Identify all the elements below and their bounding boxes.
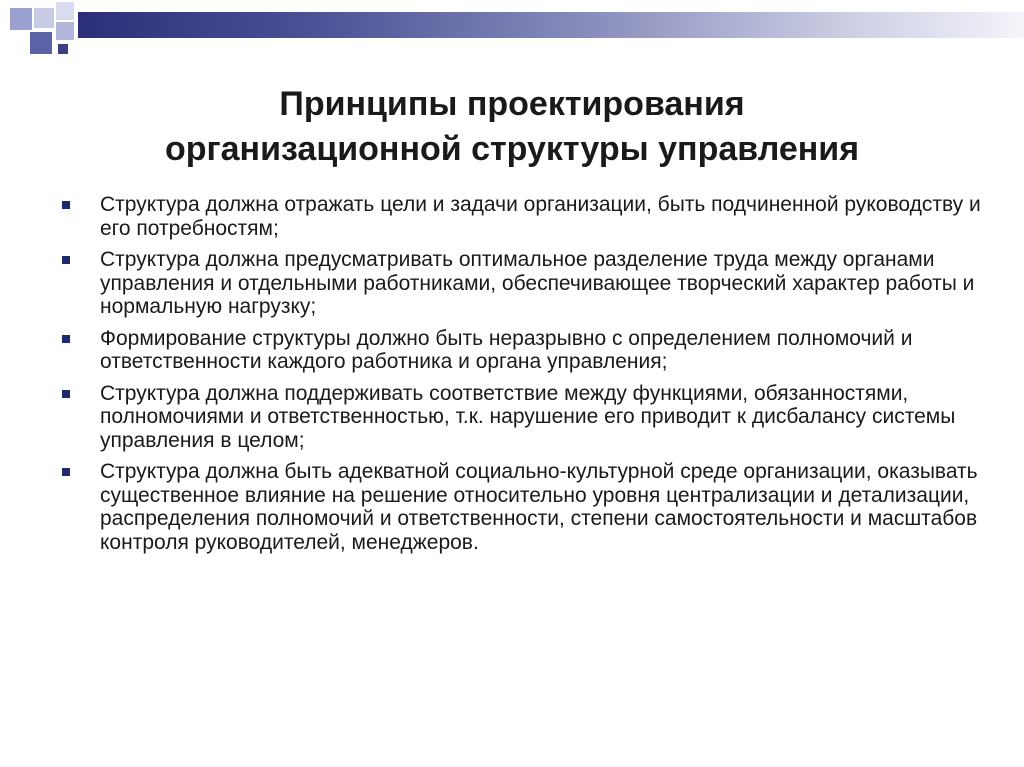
square-bullet-icon bbox=[62, 256, 70, 264]
list-item bbox=[58, 193, 1008, 240]
page-title bbox=[0, 82, 1024, 172]
square-bullet-icon bbox=[62, 390, 70, 398]
bullet-text: Структура должна предусматривать оптимальное разделение труда между органами управления и отдельными работниками, обеспечивающее творческий характер работы и нормальную нагрузку; bbox=[100, 248, 975, 318]
title-line-2: организационной структуры управления bbox=[164, 130, 860, 168]
title-line-1: Принципы проектирования bbox=[279, 85, 745, 123]
header-gradient-bar bbox=[78, 12, 1024, 38]
bullet-text: Структура должна быть адекватной социально-культурной среде организации, оказывать существенное влияние на решение относительно уровня централизации и детализации, распределения полномочий и ответственности, степени самостоятельности и масштабов контроля руководителей, менеджеров. bbox=[100, 460, 978, 554]
bullet-text: Формирование структуры должно быть неразрывно с определением полномочий и ответственности каждого работника и органа управления; bbox=[100, 326, 913, 373]
list-item bbox=[58, 248, 1008, 319]
bullet-list bbox=[58, 193, 1008, 562]
bullet-text: Структура должна поддерживать соответствие между функциями, обязанностями, полномочиями и ответственностью, т.к. нарушение его приводит к дисбалансу системы управления в целом; bbox=[100, 381, 956, 452]
square-bullet-icon bbox=[62, 468, 70, 476]
list-item bbox=[58, 327, 1008, 374]
square-bullet-icon bbox=[62, 335, 70, 343]
list-item bbox=[58, 382, 1008, 453]
bullet-text: Структура должна отражать цели и задачи организации, быть подчиненной руководству и его потребностям; bbox=[100, 193, 981, 240]
square-bullet-icon bbox=[62, 201, 70, 209]
list-item bbox=[58, 460, 1008, 554]
